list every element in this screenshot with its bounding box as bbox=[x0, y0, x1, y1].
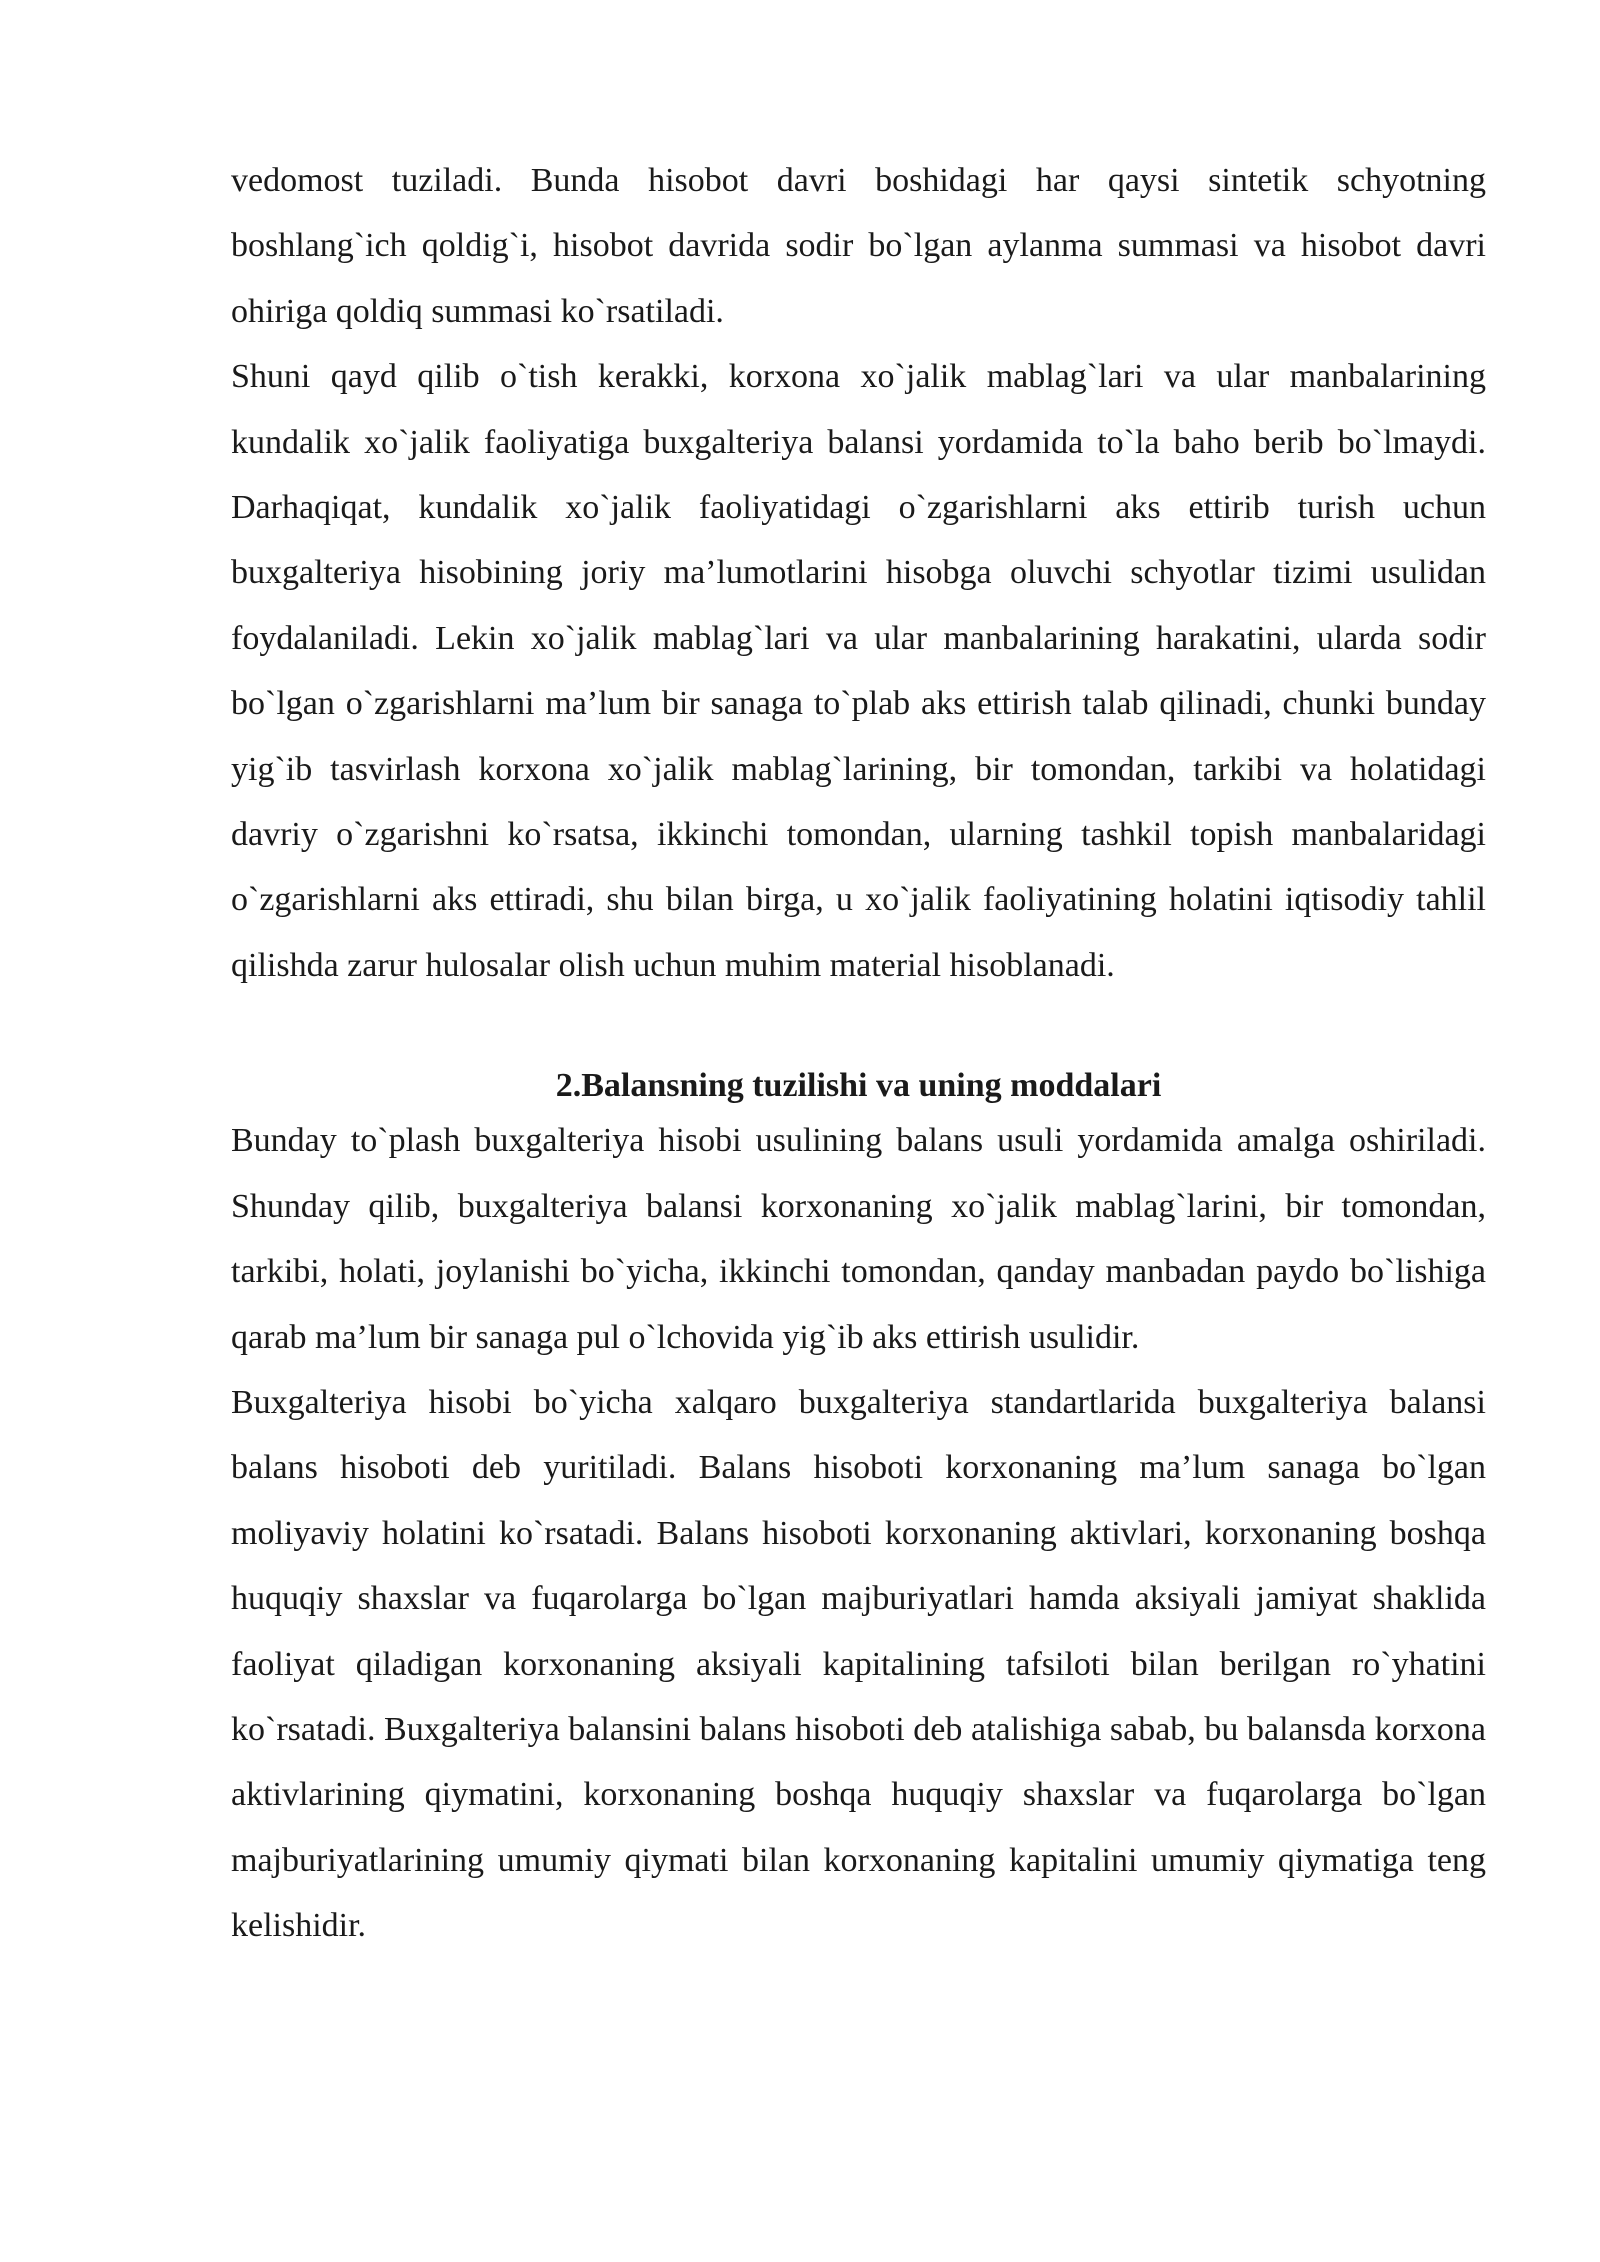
paragraph-shuni-qayd: Shuni qayd qilib o`tish kerakki, korxona xo`jalik mablag`lari va ular manbalarining kundalik xo`jalik faoliyatiga buxgalteriya balansi yordamida to`la baho berib bo`lmaydi. Darhaqiqat, kundalik xo`jalik faoliyatidagi o`zgarishlarni aks ettirib turish uchun buxgalteriya hisobining joriy ma’lumotlarini hisobga oluvchi schyotlar tizimi usulidan foydalaniladi. Lekin xo`jalik mablag`lari va ular manbalarining harakatini, ularda sodir bo`lgan o`zgarishlarni ma’lum bir sanaga to`plab aks ettirish talab qilinadi, chunki bunday yig`ib tasvirlash korxona xo`jalik mablag`larining, bir tomondan, tarkibi va holatidagi davriy o`zgarishni ko`rsatsa, ikkinchi tomondan, ularning tashkil topish manbalaridagi o`zgarishlarni aks ettiradi, shu bilan birga, u xo`jalik faoliyatining holatini iqtisodiy tahlil qilishda zarur hulosalar olish uchun muhim material hisoblanadi. bbox=[231, 358, 1486, 984]
document-page bbox=[231, 148, 1486, 1959]
paragraph-vedomost: vedomost tuziladi. Bunda hisobot davri boshidagi har qaysi sintetik schyotning boshlang`ich qoldig`i, hisobot davrida sodir bo`lgan aylanma summasi va hisobot davri ohiriga qoldiq summasi ko`rsatiladi. bbox=[231, 162, 1486, 330]
paragraph-bunday-toplash: Bunday to`plash buxgalteriya hisobi usulining balans usuli yordamida amalga oshiriladi. Shunday qilib, buxgalteriya balansi korxonaning xo`jalik mablag`larini, bir tomondan, tarkibi, holati, joylanishi bo`yicha, ikkinchi tomondan, qanday manbadan paydo bo`lishiga qarab ma’lum bir sanaga pul o`lchovida yig`ib aks ettirish usulidir. bbox=[231, 1122, 1486, 1356]
paragraph-buxgalteriya-hisobi: Buxgalteriya hisobi bo`yicha xalqaro buxgalteriya standartlarida buxgalteriya balansi balans hisoboti deb yuritiladi. Balans hisoboti korxonaning ma’lum sanaga bo`lgan moliyaviy holatini ko`rsatadi. Balans hisoboti korxonaning aktivlari, korxonaning boshqa huquqiy shaxslar va fuqarolarga bo`lgan majburiyatlari hamda aksiyali jamiyat shaklida faoliyat qiladigan korxonaning aksiyali kapitalining tafsiloti bilan berilgan ro`yhatini ko`rsatadi. Buxgalteriya balansini balans hisoboti deb atalishiga sabab, bu balansda korxona aktivlarining qiymatini, korxonaning boshqa huquqiy shaxslar va fuqarolarga bo`lgan majburiyatlarining umumiy qiymati bilan korxonaning kapitalini umumiy qiymatiga teng kelishidir. bbox=[231, 1383, 1486, 1945]
section-heading: 2.Balansning tuzilishi va uning moddalari bbox=[555, 1067, 1162, 1105]
